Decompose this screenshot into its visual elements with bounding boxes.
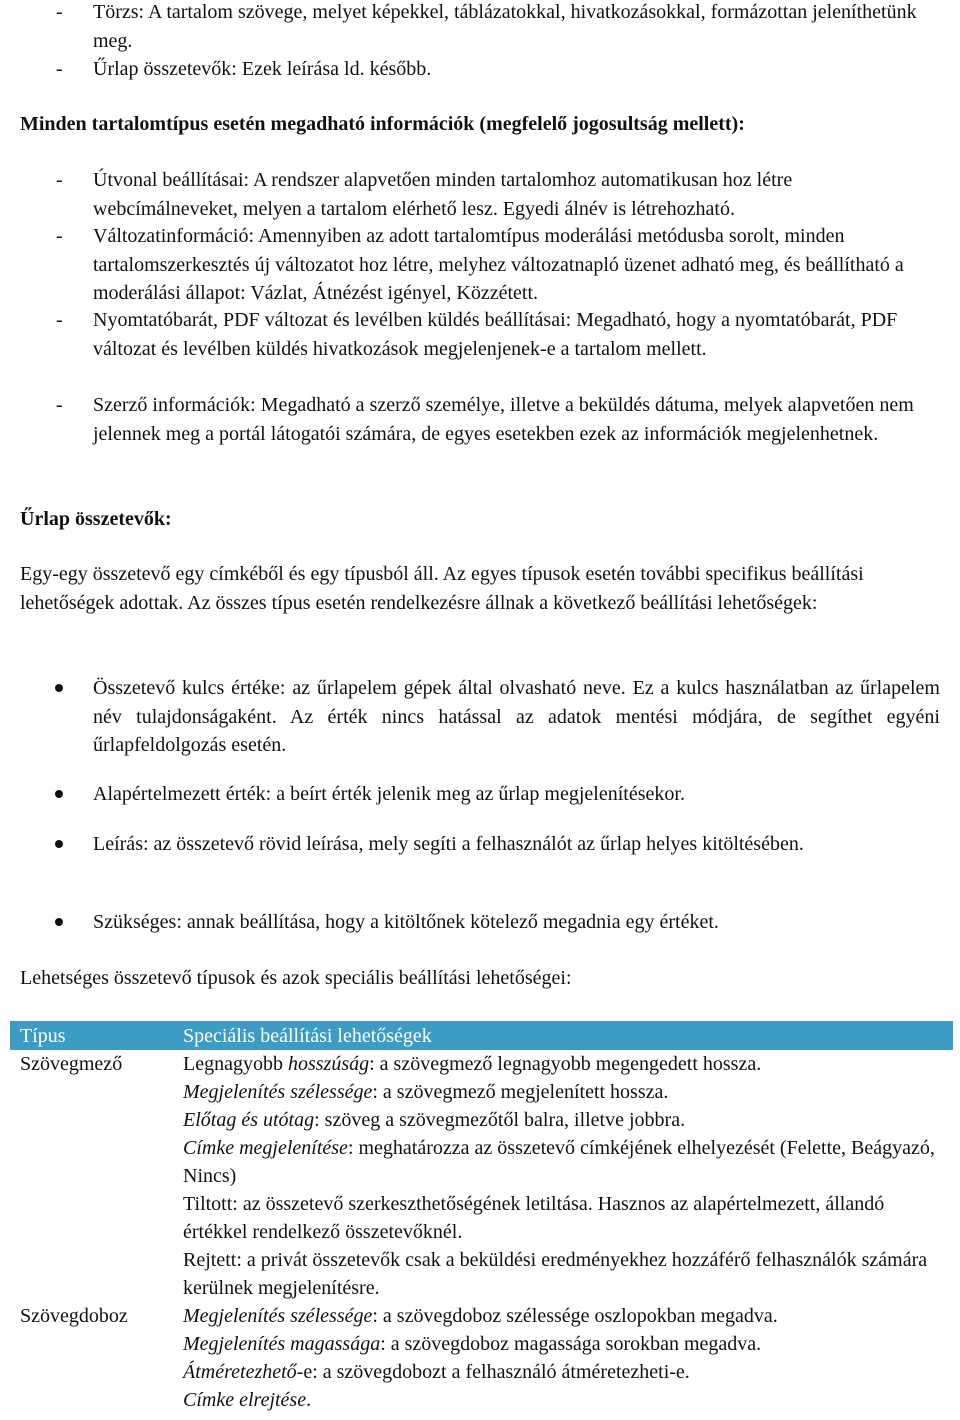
list-item <box>20 908 940 937</box>
list-item-text: Összetevő kulcs értéke: az űrlapelem gépek által olvasható neve. Ez a kulcs használatban az űrlapelem név tulajdonságaként. Az érték nincs hatással az adatok mentési módjára, de segíthet egyéni űrlapfeldolgozás esetén. <box>93 677 940 756</box>
list-item <box>20 166 940 223</box>
section-heading: Minden tartalomtípus esetén megadható információk (megfelelő jogosultság mellett): <box>20 113 745 135</box>
settings-cell <box>173 1302 953 1414</box>
setting-description: : a szövegmező legnagyobb megengedett hossza. <box>369 1053 762 1075</box>
setting-line <box>183 1078 945 1106</box>
table-header-row <box>10 1021 953 1050</box>
setting-text: Legnagyobb <box>183 1053 288 1075</box>
list-item-text: Útvonal beállításai: A rendszer alapvetően minden tartalomhoz automatikusan hoz létre webcímálneveket, melyen a tartalom elérhető lesz. Egyedi álnév is létrehozható. <box>93 169 793 220</box>
setting-description: : a szövegdoboz magassága sorokban megadva. <box>380 1333 762 1355</box>
bullet-icon <box>55 790 63 798</box>
setting-description: : meghatározza az összetevő címkéjének elhelyezését (Felette, Beágyazó, Nincs) <box>183 1137 935 1187</box>
list-item-text: Törzs: A tartalom szövege, melyet képekkel, táblázatokkal, hivatkozásokkal, formázottan jeleníthetünk meg. <box>93 1 917 52</box>
list-item-text: Szükséges: annak beállítása, hogy a kitöltőnek kötelező megadnia egy értéket. <box>93 911 719 933</box>
bullet-icon <box>55 918 63 926</box>
setting-line <box>183 1330 945 1358</box>
setting-name: Címke elrejtése <box>183 1389 307 1411</box>
dash-marker: - <box>56 225 63 247</box>
type-cell: Szövegmező <box>20 1053 123 1075</box>
dash-marker: - <box>56 58 63 80</box>
settings-cell <box>173 1050 953 1302</box>
setting-name: Előtag és utótag <box>183 1109 315 1131</box>
setting-name: Megjelenítés szélessége <box>183 1081 373 1103</box>
setting-line: Rejtett: a privát összetevők csak a beküldési eredményekhez hozzáférő felhasználók számára kerülnek megjelenítésre. <box>183 1249 928 1299</box>
list-item-text: Űrlap összetevők: Ezek leírása ld. később. <box>93 58 432 80</box>
dash-marker: - <box>56 309 63 331</box>
setting-description: : a szövegmező megjelenített hossza. <box>372 1081 669 1103</box>
setting-line <box>183 1050 945 1078</box>
setting-name: Címke megjelenítése <box>183 1137 348 1159</box>
table-row <box>10 1302 953 1414</box>
list-item-text: Leírás: az összetevő rövid leírása, mely segíti a felhasználót az űrlap helyes kitöltésében. <box>93 833 804 855</box>
setting-description: : szöveg a szövegmezőtől balra, illetve jobbra. <box>314 1109 686 1131</box>
setting-description: : a szövegdoboz szélessége oszlopokban megadva. <box>372 1305 778 1327</box>
list-item-text: Szerző információk: Megadható a szerző személye, illetve a beküldés dátuma, melyek alapvetően nem jelennek meg a portál látogatói számára, de egyes esetekben ezek az információk megjelenhetnek. <box>93 394 914 445</box>
dash-marker: - <box>56 394 63 416</box>
setting-line <box>183 1106 945 1134</box>
type-cell: Szövegdoboz <box>20 1305 128 1327</box>
list-item-text: Alapértelmezett érték: a beírt érték jelenik meg az űrlap megjelenítésekor. <box>93 783 685 805</box>
list-item <box>20 55 940 84</box>
setting-name: Megjelenítés magassága <box>183 1333 381 1355</box>
list-item <box>20 0 940 55</box>
list-item <box>20 780 940 809</box>
setting-line <box>183 1134 945 1190</box>
setting-line <box>183 1386 945 1414</box>
list-item-text: Változatinformáció: Amennyiben az adott tartalomtípus moderálási metódusba sorolt, minden tartalomszerkesztés új változatot hoz létre, melyhez változatnapló üzenet adható meg, és beállítható a moderálási állapot: Vázlat, Átnézést igényel, Közzétett. <box>93 225 904 304</box>
setting-line <box>183 1358 945 1386</box>
setting-description: . <box>306 1389 312 1411</box>
list-item <box>20 222 940 308</box>
column-header-settings: Speciális beállítási lehetőségek <box>173 1021 953 1050</box>
paragraph: Egy-egy összetevő egy címkéből és egy típusból áll. Az egyes típusok esetén további specifikus beállítási lehetőségek adottak. Az összes típus esetén rendelkezésre állnak a következő beállítási lehetőségek: <box>20 563 864 614</box>
list-item <box>20 830 940 859</box>
setting-name: Átméretezhető <box>183 1361 297 1383</box>
list-item <box>20 391 940 448</box>
column-header-type: Típus <box>10 1021 173 1050</box>
table-row <box>10 1050 953 1302</box>
list-item <box>20 306 940 363</box>
setting-line <box>183 1302 945 1330</box>
bullet-icon <box>55 684 63 692</box>
setting-line: Tiltott: az összetevő szerkeszthetőségének letiltása. Hasznos az alapértelmezett, állandó értékkel rendelkező összetevőknél. <box>183 1193 885 1243</box>
dash-marker: - <box>56 1 63 23</box>
dash-marker: - <box>56 169 63 191</box>
paragraph: Lehetséges összetevő típusok és azok speciális beállítási lehetőségei: <box>20 967 572 989</box>
list-item-text: Nyomtatóbarát, PDF változat és levélben küldés beállításai: Megadható, hogy a nyomtatóbarát, PDF változat és levélben küldés hivatkozások megjelenjenek-e a tartalom mellett. <box>93 309 898 360</box>
list-item <box>20 674 940 760</box>
section-heading: Űrlap összetevők: <box>20 508 172 530</box>
setting-name: hosszúság <box>287 1053 370 1075</box>
bullet-icon <box>55 840 63 848</box>
component-types-table <box>10 1021 953 1414</box>
setting-description: -e: a szövegdobozt a felhasználó átméretezheti-e. <box>296 1361 690 1383</box>
setting-name: Megjelenítés szélessége <box>183 1305 373 1327</box>
